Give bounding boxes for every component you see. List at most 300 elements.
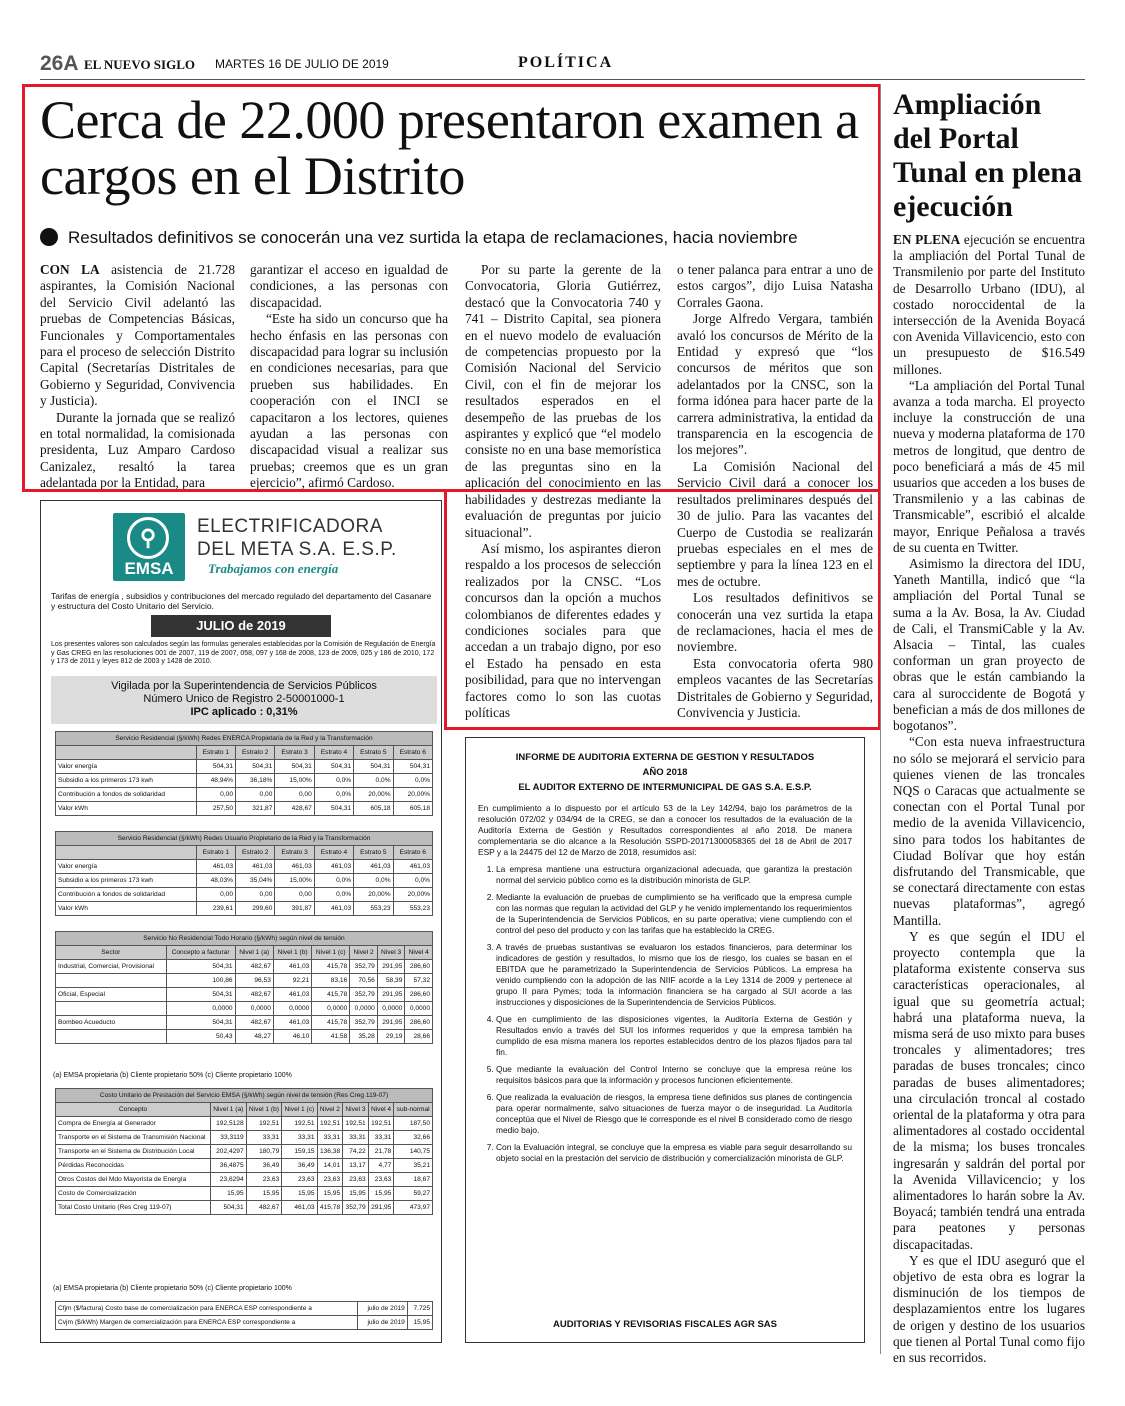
table-row	[56, 1159, 433, 1173]
subhead-text: Resultados definitivos se conocerán una vez surtida la etapa de reclamaciones, hacia noviembre	[68, 228, 798, 247]
table-cell: 286,60	[405, 988, 433, 1002]
table-cell: 23,63	[282, 1173, 317, 1187]
table-cell: 415,78	[317, 1201, 343, 1215]
table-row	[56, 1316, 433, 1330]
table-cell: 15,00%	[275, 774, 314, 788]
company-name	[197, 515, 397, 561]
table-cell: 504,31	[166, 988, 235, 1002]
table-cell: 14,01	[317, 1159, 343, 1173]
table-cell: 415,78	[312, 960, 350, 974]
supervision-box	[51, 676, 437, 724]
table-cell: 33,31	[343, 1131, 369, 1145]
emsa-logo	[113, 513, 185, 581]
table-cell: julio de 2019	[358, 1316, 408, 1330]
table-cell: 15,95	[211, 1187, 247, 1201]
row-label	[56, 1002, 167, 1016]
table-cell: 0,00	[196, 888, 235, 902]
column-header: Concepto	[56, 1103, 211, 1117]
section-name: POLÍTICA	[518, 54, 614, 71]
table-cell: 461,03	[236, 860, 275, 874]
main-column-2	[250, 262, 448, 492]
residential-tariff-table-user	[55, 831, 433, 916]
non-residential-tariff-table	[55, 931, 433, 1044]
table-row	[56, 974, 433, 988]
table-cell: 504,31	[236, 760, 275, 774]
table-cell: 13,17	[343, 1159, 369, 1173]
registry-number: Número Unico de Registro 2-50001000-1	[143, 693, 345, 705]
table-cell: 461,03	[273, 988, 311, 1002]
table-cell: 239,61	[196, 902, 235, 916]
table-cell: 59,27	[394, 1187, 433, 1201]
side-headline: Ampliación del Portal Tunal en plena ejecución	[893, 88, 1082, 223]
table-row	[56, 1002, 433, 1016]
row-label: Otros Costos del Mdo Mayorista de Energía	[56, 1173, 211, 1187]
table-cell: 0,0000	[350, 1002, 378, 1016]
table-cell: 23,63	[343, 1173, 369, 1187]
table-cell: 70,56	[350, 974, 378, 988]
table-cell: 0,00	[275, 888, 314, 902]
table-cell: 15,95	[317, 1187, 343, 1201]
row-label: Cfjm ($/factura) Costo base de comercialización para ENERCA ESP correspondiente a	[56, 1302, 358, 1316]
table-cell: 33,31	[246, 1131, 282, 1145]
table-cell: 23,6294	[211, 1173, 247, 1187]
table-cell: 504,31	[211, 1201, 247, 1215]
table-row	[56, 788, 433, 802]
column-header: Nivel 2	[317, 1103, 343, 1117]
table-cell: 36,49	[282, 1159, 317, 1173]
table-cell: 0,0%	[393, 874, 432, 888]
row-label: Valor energía	[56, 760, 197, 774]
table-cell: 159,15	[282, 1145, 317, 1159]
column-header: Nivel 1 (b)	[273, 946, 311, 960]
table-row	[56, 1145, 433, 1159]
table-cell: 23,63	[246, 1173, 282, 1187]
table-row	[56, 1016, 433, 1030]
table-cell: 0,0000	[377, 1002, 405, 1016]
table-cell: 35,21	[394, 1159, 433, 1173]
table-cell: 299,60	[236, 902, 275, 916]
table-cell: 291,95	[368, 1201, 394, 1215]
table-cell: julio de 2019	[358, 1302, 408, 1316]
table-row	[56, 760, 433, 774]
column-header: Concepto a facturar	[166, 946, 235, 960]
table-caption: Servicio No Residencial Todo Horario (§/kWh) según nivel de tensión	[56, 932, 433, 946]
table-caption-row	[56, 832, 433, 846]
table-cell: 504,31	[354, 760, 393, 774]
table-cell: 461,03	[196, 860, 235, 874]
audit-findings-list	[496, 864, 852, 1164]
lead-in: CON LA	[40, 262, 100, 277]
table-cell: 0,0000	[312, 1002, 350, 1016]
table-cell: 504,31	[166, 960, 235, 974]
company-slogan: Trabajamos con energía	[208, 561, 339, 576]
table-cell: 0,00	[236, 788, 275, 802]
table-cell: 605,18	[354, 802, 393, 816]
paragraph: Los resultados definitivos se conocerán una vez surtida la etapa de reclamaciones, hacia el mes de noviembre.	[677, 590, 873, 655]
table-cell: 4,77	[368, 1159, 394, 1173]
table-cell: 482,67	[235, 988, 273, 1002]
logo-text: EMSA	[124, 559, 174, 578]
column-header: Estrato 4	[314, 846, 353, 860]
table-cell: 482,67	[246, 1201, 282, 1215]
row-label: Contribución a fondos de solidaridad	[56, 888, 197, 902]
table-cell: 473,97	[394, 1201, 433, 1215]
table-row	[56, 902, 433, 916]
column-header: Estrato 5	[354, 846, 393, 860]
page-header	[40, 50, 1085, 80]
unit-cost-table	[55, 1088, 433, 1215]
audit-finding: 3. A través de pruebas sustantivas se evaluaron los estados financieros, para determinar los indicadores de gestión y resultados, lo mismo que los de riesgo, los cuales se basan en el EBITDA que he parametrizado la Superintendencia de Servicios Públicos. La empresa ha venido cumpliendo con la adopción de las NIIF acorde a la Ley 1314 de 2009 y pertenece al grupo II para Pymes; toda la información financiera se ha cargado al SUI acorde a las instrucciones y disposiciones de la Superintendencia de Servicios Públicos.	[496, 942, 852, 1008]
table-cell: 50,43	[166, 1030, 235, 1044]
table-cell: 504,31	[275, 760, 314, 774]
table-header-row	[56, 946, 433, 960]
row-label: Valor kWh	[56, 902, 197, 916]
paragraph: Y es que según el IDU el proyecto contempla que la plataforma existente conserva sus características operacionales, al igual que su geometría actual; habrá una plataforma nueva, la misma será de uso mixto para buses troncales y alimentadores; tres paradas de buses troncales; cinco paradas de buses alimentadores; una circulación troncal al costado oriental de la plataforma y otra para alimentadores al costado occidental de la misma; los buses troncales ingresarán y saldrán del portal por la Avenida Villavicencio; y los alimentadores lo harán sobre la Av. Boyacá; también tendrá una entrada para peatones y personas discapacitadas.	[893, 928, 1085, 1252]
table-cell: 46,10	[273, 1030, 311, 1044]
main-column-4	[677, 262, 873, 721]
row-label	[56, 1030, 167, 1044]
table-cell: 136,38	[317, 1145, 343, 1159]
column-header: Nivel 1 (a)	[211, 1103, 247, 1117]
table-cell: 35,28	[350, 1030, 378, 1044]
table-cell: 504,31	[314, 802, 353, 816]
main-headline: Cerca de 22.000 presentaron examen a cargos en el Distrito	[40, 90, 859, 206]
tariff-intro: Tarifas de energía , subsidios y contribuciones del mercado regulado del departamento del Casanare y estructura del Costo Unitario del Servicio.	[51, 591, 432, 611]
table-cell: 291,95	[377, 960, 405, 974]
table-row	[56, 802, 433, 816]
audit-year: AÑO 2018	[642, 767, 688, 778]
table-cell: 504,31	[314, 760, 353, 774]
row-label: Contribución a fondos de solidaridad	[56, 788, 197, 802]
table-cell: 352,79	[343, 1201, 369, 1215]
column-header	[56, 746, 197, 760]
paragraph: Durante la jornada que se realizó en total normalidad, la comisionada presidenta, Luz Amparo Cardoso Canizalez, resaltó la tarea adelantada por la Entidad, para	[40, 409, 235, 491]
lead-in: EN PLENA	[893, 232, 961, 247]
column-header: Estrato 1	[196, 746, 235, 760]
table-cell: 291,95	[377, 1016, 405, 1030]
column-header: Estrato 2	[236, 846, 275, 860]
table-cell: 32,66	[394, 1131, 433, 1145]
table-cell: 482,67	[235, 1016, 273, 1030]
audit-finding: 2. Mediante la evaluación de pruebas de cumplimiento se ha verificado que la empresa cumple con las normas que regulan la actividad del GLP y he venido implementando los requerimientos de la Superintendencia de Servicios Públicos, en su parte operativa; viene cumpliendo con el control del peso del producto y con las tarifas que ha establecido la CREG.	[496, 892, 852, 936]
table-cell: 0,0000	[405, 1002, 433, 1016]
table-cell: 0,00	[196, 788, 235, 802]
table-cell: 29,19	[377, 1030, 405, 1044]
ipc-value: IPC aplicado : 0,31%	[190, 706, 298, 718]
table-cell: 100,86	[166, 974, 235, 988]
paragraph: “La ampliación del Portal Tunal avanza a toda marcha. El proyecto incluye la construcción de una nueva y moderna plataforma de 170 metros de longitud, que dentro de poco beneficiará a más de 45 mil usuarios que acceden a los buses de Transmilenio y a las cabinas de Transmicable”, escribió el alcalde mayor, Enrique Peñalosa a través de su cuenta en Twitter.	[893, 377, 1085, 555]
table-cell: 74,22	[343, 1145, 369, 1159]
table-cell: 92,21	[273, 974, 311, 988]
column-header: Estrato 2	[236, 746, 275, 760]
table-cell: 0,00	[236, 888, 275, 902]
table-row	[56, 1201, 433, 1215]
issue-date: MARTES 16 DE JULIO DE 2019	[215, 57, 389, 71]
row-label	[56, 974, 167, 988]
table-cell: 321,87	[236, 802, 275, 816]
table-cell: 57,32	[405, 974, 433, 988]
emsa-tariff-notice	[40, 500, 442, 1343]
column-header: Nivel 2	[350, 946, 378, 960]
row-label: Costo de Comercialización	[56, 1187, 211, 1201]
table-row	[56, 1302, 433, 1316]
table-header-row	[56, 1103, 433, 1117]
table-cell: 15,00%	[275, 874, 314, 888]
table-cell: 0,0%	[393, 774, 432, 788]
column-header: Nivel 1 (c)	[312, 946, 350, 960]
side-story	[880, 84, 1086, 1366]
table-cell: 33,31	[282, 1131, 317, 1145]
table-caption: Servicio Residencial (§/kWh) Redes ENERCA Propietaria de la Red y la Transformación	[56, 732, 433, 746]
table-cell: 461,03	[273, 960, 311, 974]
table-cell: 192,51	[317, 1117, 343, 1131]
table-cell: 41,58	[312, 1030, 350, 1044]
table-caption-row	[56, 732, 433, 746]
table-cell: 36,18%	[236, 774, 275, 788]
table-header-row	[56, 846, 433, 860]
paragraph: Por su parte la gerente de la Convocatoria, Gloria Gutiérrez, destacó que la Convocatoria 740 y 741 – Distrito Capital, sea pionera en el nuevo modelo de evaluación de competencias propuesto por la Comisión Nacional del Servicio Civil, con el fin de mejorar los resultados esperados en el desempeño de las pruebas de los aspirantes y explicó que “el modelo consiste no en una base memorística de las preguntas sino en la aplicación del conocimiento en las habilidades y destrezas mediante la evaluación de preguntas por juicio situacional”.	[465, 262, 661, 540]
column-header: Nivel 3	[377, 946, 405, 960]
table-cell: 0,0000	[235, 1002, 273, 1016]
table-cell: 20,00%	[354, 788, 393, 802]
table-cell: 202,4297	[211, 1145, 247, 1159]
table-cell: 21,78	[368, 1145, 394, 1159]
column-header: Nivel 4	[405, 946, 433, 960]
table-cell: 96,53	[235, 974, 273, 988]
table-cell: 257,50	[196, 802, 235, 816]
table-row	[56, 888, 433, 902]
table-cell: 33,3119	[211, 1131, 247, 1145]
table-cell: 36,49	[246, 1159, 282, 1173]
table-cell: 291,95	[377, 988, 405, 1002]
table-cell: 0,0000	[273, 1002, 311, 1016]
table-row	[56, 874, 433, 888]
table-cell: 605,18	[393, 802, 432, 816]
audit-report-notice	[465, 737, 865, 1343]
bullet-icon	[40, 228, 58, 246]
table-row	[56, 1187, 433, 1201]
paragraph: “Este ha sido un concurso que ha hecho énfasis en las personas con discapacidad para lograr su inclusión en condiciones necesarias, para que prueben sus habilidades. En cooperación con el INCI se capacitaron a los lectores, quienes ayudan a las personas con discapacidad visual a realizar sus pruebas; creemos que es un gran ejercicio”, afirmó Cardoso.	[250, 311, 448, 491]
table-cell: 15,95	[343, 1187, 369, 1201]
residential-tariff-table-enerca	[55, 731, 433, 816]
row-label: Pérdidas Reconocidas	[56, 1159, 211, 1173]
regulation-note: Los presentes valores son calculados según las formulas generales establecidas por la Comisión de Regulación de Energía y Gas CREG en las resoluciones 001 de 2007, 119 de 2007, 058, 097 y 168 de 2008, 123 de 2009, 025 y 186 de 2010, 172 y 173 de 2011 y leyes 812 de 2003 y 1428 de 2010.	[51, 641, 436, 665]
table-row	[56, 1173, 433, 1187]
table-cell: 36,4875	[211, 1159, 247, 1173]
table-cell: 48,94%	[196, 774, 235, 788]
table-cell: 0,0%	[314, 788, 353, 802]
table-cell: 20,00%	[393, 788, 432, 802]
table-cell: 187,50	[394, 1117, 433, 1131]
table-cell: 33,31	[368, 1131, 394, 1145]
table-cell: 18,67	[394, 1173, 433, 1187]
table-cell: 35,04%	[236, 874, 275, 888]
table-row	[56, 774, 433, 788]
table-cell: 482,67	[235, 960, 273, 974]
table-cell: 58,39	[377, 974, 405, 988]
table-cell: 352,79	[350, 960, 378, 974]
newspaper-name: EL NUEVO SIGLO	[84, 57, 195, 72]
table-cell: 0,0%	[314, 874, 353, 888]
table-cell: 23,63	[368, 1173, 394, 1187]
column-header: Sector	[56, 946, 167, 960]
table-cell: 48,03%	[196, 874, 235, 888]
table-cell: 0,0%	[354, 874, 393, 888]
column-header: Nivel 1 (c)	[282, 1103, 317, 1117]
table-cell: 553,23	[354, 902, 393, 916]
table-cell: 20,00%	[393, 888, 432, 902]
paragraph: o tener palanca para entrar a uno de estos cargos”, dijo Luisa Natasha Corrales Gaona.	[677, 262, 873, 310]
row-label: Subsidio a los primeros 173 kwh	[56, 874, 197, 888]
paragraph	[40, 262, 235, 410]
audit-finding: 7. Con la Evaluación integral, se concluye que la empresa es viable para seguir desarrollando su objeto social en la prestación del servicio de distribución y comercialización minorista de GLP.	[496, 1142, 852, 1164]
column-header: Estrato 5	[354, 746, 393, 760]
paragraph-text: ejecución se encuentra la ampliación del Portal Tunal de Transmilenio por parte del Instituto de Desarrollo Urbano (IDU), al costado noroccidental de la intersección de la Avenida Boyacá con Avenida Villavicencio, esto con un presupuesto de $16.549 millones.	[893, 232, 1085, 377]
table-cell: 192,51	[368, 1117, 394, 1131]
table-cell: 286,60	[405, 960, 433, 974]
table-cell: 461,03	[275, 860, 314, 874]
table-cell: 15,95	[246, 1187, 282, 1201]
column-header: Estrato 4	[314, 746, 353, 760]
table-cell: 504,31	[393, 760, 432, 774]
lightbulb-icon: ⚲	[127, 517, 169, 559]
table-caption-row	[56, 932, 433, 946]
table-row	[56, 860, 433, 874]
main-subhead	[40, 228, 880, 248]
table-cell: 286,60	[405, 1016, 433, 1030]
table-cell: 391,87	[275, 902, 314, 916]
column-header: Estrato 6	[393, 846, 432, 860]
audit-subtitle: EL AUDITOR EXTERNO DE INTERMUNICIPAL DE GAS S.A. E.S.P.	[518, 782, 812, 793]
table-cell: 20,00%	[354, 888, 393, 902]
table-cell: 192,51	[343, 1117, 369, 1131]
audit-finding: 4. Que en cumplimiento de las disposiciones vigentes, la Auditoría Externa de Gestión y Resultados envío a través del SUI los informes requeridos y que la empresa también ha cumplido de esa misma manera los reportes establecidos dentro de los plazos fijados para tal fin.	[496, 1014, 852, 1058]
table-row	[56, 1117, 433, 1131]
audit-finding: 6. Que realizada la evaluación de riesgos, la empresa tiene definidos sus planes de contingencia para operar normalmente, salvo situaciones de fuerza mayor o de inseguridad. La Auditoría conceptúa que el Nivel de Riesgo que le corresponde es el nivel B considerado como de riesgo medio bajo.	[496, 1092, 852, 1136]
table-cell: 0,0%	[314, 888, 353, 902]
paragraph: Esta convocatoria oferta 980 empleos vacantes de las Secretarías Distritales de Gobierno y Seguridad, Convivencia y Justicia.	[677, 655, 873, 720]
row-label: Total Costo Unitario (Res Creg 119-07)	[56, 1201, 211, 1215]
row-label: Valor energía	[56, 860, 197, 874]
table-cell: 553,23	[393, 902, 432, 916]
paragraph-text: asistencia de 21.728 aspirantes, la Comisión Nacional del Servicio Civil adelantó las pruebas de Competencias Básicas, Funcionales y Comportamentales para el proceso de selección Distrito Capital (Secretarías Distritales de Gobierno y Seguridad, Convivencia y Justicia).	[40, 262, 235, 409]
table-cell: 504,31	[166, 1016, 235, 1030]
audit-intro: En cumplimiento a lo dispuesto por el artículo 53 de la Ley 142/94, bajo los parámetros de la resolución 072/02 y 034/94 de la CREG, se dan a conocer los resultados de la evaluación de la Auditoría Externa de Gestión y Resultados correspondientes al año 2018. De manera complementaria se dio alcance a la Resolución SSPD-20171300058365 del 18 de Abril de 2017 ESP y a la 24475 del 12 de Marzo de 2018, resumidos así:	[478, 803, 852, 857]
main-column-1	[40, 262, 235, 492]
table-cell: 192,51	[282, 1117, 317, 1131]
paragraph: Jorge Alfredo Vergara, también avaló los concursos de Mérito de la Entidad y expresó que “los concursos de méritos que son adelantados por la CNSC, son la forma idónea para hacer parte de la carrera administrativa, la entidad da transparencia en la escogencia de los mejores”.	[677, 311, 873, 458]
table-cell: 15,95	[368, 1187, 394, 1201]
table-cell: 415,78	[312, 988, 350, 1002]
table-footnote: (a) EMSA propietaria (b) Cliente propietario 50% (c) Cliente propietario 100%	[53, 1285, 292, 1292]
table-cell: 140,75	[394, 1145, 433, 1159]
paragraph: “Con esta nueva infraestructura no sólo se mejorará el servicio para quienes vienen de las troncales NQS o Caracas que actualmente se conectan con el Portal Tunal por medio de la avenida Villavicencio, sino para todos los habitantes de Ciudad Bolívar que hoy están disfrutando del Transmicable, que se conectará directamente con estas nuevas plataformas”, agregó Mantilla.	[893, 734, 1085, 928]
audit-title-line: INFORME DE AUDITORIA EXTERNA DE GESTION Y RESULTADOS	[515, 752, 815, 763]
table-cell: 461,03	[314, 902, 353, 916]
table-caption-row	[56, 1089, 433, 1103]
row-label: Subsidio a los primeros 173 kwh	[56, 774, 197, 788]
paragraph: Así mismo, los aspirantes dieron respaldo a los procesos de selección realizados por la CNSC. “Los concursos dan la opción a muchos colombianos de diferentes edades y condiciones sociales para que accedan a un trabajo digno, por eso el Estado ha pensado en esta posibilidad, para que no intervengan factores como lo son las cuotas políticas	[465, 540, 661, 720]
column-header: Estrato 1	[196, 846, 235, 860]
row-label: Oficial, Especial	[56, 988, 167, 1002]
table-row	[56, 988, 433, 1002]
table-cell: 23,63	[317, 1173, 343, 1187]
column-header: Estrato 3	[275, 746, 314, 760]
table-cell: 48,27	[235, 1030, 273, 1044]
row-label: Cvjm ($/kWh) Margen de comercialización para ENERCA ESP correspondiente a	[56, 1316, 358, 1330]
table-cell: 415,78	[312, 1016, 350, 1030]
column-header: sub-normal	[394, 1103, 433, 1117]
paragraph: Asimismo la directora del IDU, Yaneth Mantilla, indicó que “la ampliación del Portal Tunal se suma a la Av. Bosa, la Av. Ciudad de Cali, el TransmiCable y la Av. Alsacia – Tintal, las cuales conforman un gran proyecto de obras que le están cambiando la cara al suroccidente de Bogotá y benefician a más de dos millones de bogotanos”.	[893, 556, 1086, 734]
table-cell: 461,03	[282, 1201, 317, 1215]
column-header	[56, 846, 197, 860]
table-cell: 428,67	[275, 802, 314, 816]
supervision-text: Vigilada por la Superintendencia de Servicios Públicos	[111, 680, 377, 692]
column-header: Estrato 6	[393, 746, 432, 760]
table-caption: Servicio Residencial (§/kWh) Redes Usuario Propietario de la Red y la Transformación	[56, 832, 433, 846]
table-cell: 7.725	[407, 1302, 432, 1316]
row-label: Transporte en el Sistema de Transmisión Nacional	[56, 1131, 211, 1145]
row-label: Industrial, Comercial, Provisional	[56, 960, 167, 974]
table-cell: 83,16	[312, 974, 350, 988]
table-cell: 352,79	[350, 1016, 378, 1030]
table-cell: 15,95	[407, 1316, 432, 1330]
table-header-row	[56, 746, 433, 760]
table-cell: 15,95	[282, 1187, 317, 1201]
paragraph: Y es que el IDU aseguró que el objetivo de esta obra es lograr la disminución de los tiempos de desplazamientos entre los lugares de origen y destino de los usuarios que tienen al Portal Tunal como fijo en sus recorridos.	[893, 1252, 1085, 1366]
table-cell: 0,0%	[314, 774, 353, 788]
column-header: Nivel 1 (b)	[246, 1103, 282, 1117]
table-cell: 192,51	[246, 1117, 282, 1131]
main-column-3	[465, 262, 661, 721]
company-name-line: DEL META S.A. E.S.P.	[197, 539, 397, 560]
table-cell: 461,03	[354, 860, 393, 874]
table-row	[56, 1131, 433, 1145]
table-cell: 0,00	[275, 788, 314, 802]
row-label: Transporte en el Sistema de Distribución Local	[56, 1145, 211, 1159]
page-number: 26A	[40, 52, 79, 75]
row-label: Valor kWh	[56, 802, 197, 816]
table-row	[56, 1030, 433, 1044]
company-name-line: ELECTRIFICADORA	[197, 516, 383, 537]
paragraph	[893, 232, 1085, 378]
table-row	[56, 960, 433, 974]
table-cell: 461,03	[273, 1016, 311, 1030]
audit-signature: AUDITORIAS Y REVISORIAS FISCALES AGR SAS	[553, 1319, 777, 1330]
table-cell: 192,5128	[211, 1117, 247, 1131]
audit-finding: 5. Que mediante la evaluación del Control Interno se concluye que la empresa reúne los requisitos básicos para que la información y procesos funcionen eficientemente.	[496, 1064, 852, 1086]
table-cell: 461,03	[393, 860, 432, 874]
column-header: Nivel 4	[368, 1103, 394, 1117]
table-cell: 352,79	[350, 988, 378, 1002]
table-cell: 461,03	[314, 860, 353, 874]
table-cell: 33,31	[317, 1131, 343, 1145]
paragraph: La Comisión Nacional del Servicio Civil dará a conocer los resultados preliminares después del 30 de julio. Para las vacantes del Cuerpo de Custodia se realizarán pruebas especiales en el mes de septiembre y para la línea 123 en el mes de octubre.	[677, 458, 873, 589]
side-story-body	[893, 232, 1085, 1366]
column-header: Nivel 1 (a)	[235, 946, 273, 960]
audit-finding: 1. La empresa mantiene una estructura organizacional adecuada, que garantiza la prestación normal del servicio público como es la distribución minorista de GLP.	[496, 864, 852, 886]
table-cell: 28,66	[405, 1030, 433, 1044]
table-footnote: (a) EMSA propietaria (b) Cliente propietario 50% (c) Cliente propietario 100%	[53, 1072, 292, 1079]
commercialization-cost-table	[55, 1301, 433, 1330]
audit-title	[466, 750, 864, 795]
column-header: Estrato 3	[275, 846, 314, 860]
row-label: Bombeo Acueducto	[56, 1016, 167, 1030]
table-cell: 504,31	[196, 760, 235, 774]
table-cell: 180,79	[246, 1145, 282, 1159]
table-cell: 0,0%	[354, 774, 393, 788]
column-header: Nivel 3	[343, 1103, 369, 1117]
